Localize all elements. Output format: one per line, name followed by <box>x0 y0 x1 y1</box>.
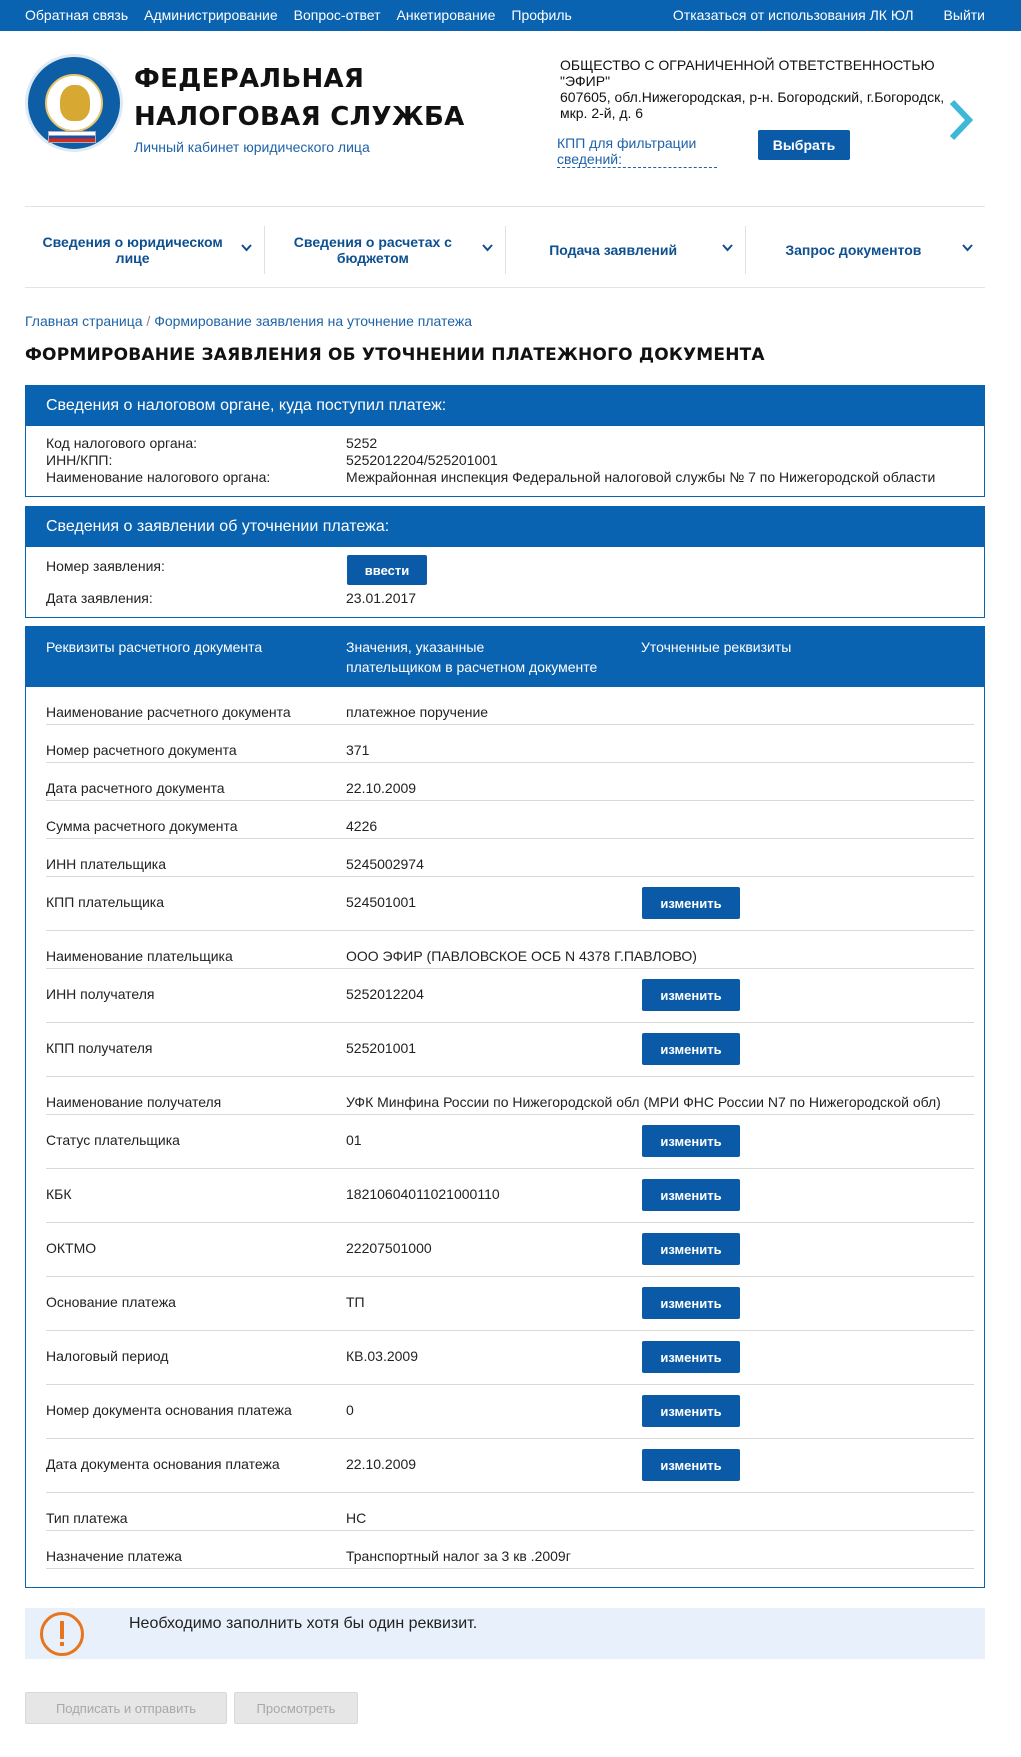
requisite-value: КВ.03.2009 <box>346 1348 418 1364</box>
requisite-label: КПП плательщика <box>46 894 164 910</box>
requisite-label: ИНН получателя <box>46 986 155 1002</box>
requisite-value: НС <box>346 1510 367 1526</box>
requisite-row <box>46 969 974 1023</box>
administration-link[interactable]: Администрирование <box>144 7 278 23</box>
brand-title <box>134 60 465 136</box>
change-button[interactable]: изменить <box>642 1179 740 1211</box>
tax-office-panel <box>25 385 985 497</box>
top-bar <box>0 0 1021 31</box>
requisite-value: 18210604011021000110 <box>346 1186 500 1202</box>
tax-office-code-value: 5252 <box>346 435 378 451</box>
requisite-row <box>46 1023 974 1077</box>
requisite-row <box>46 1531 974 1569</box>
organization-name: ОБЩЕСТВО С ОГРАНИЧЕННОЙ ОТВЕТСТВЕННОСТЬЮ "ЭФИР" <box>560 57 935 89</box>
select-button[interactable]: Выбрать <box>758 130 850 160</box>
chevron-down-icon <box>482 244 493 252</box>
requisite-value: ООО ЭФИР (ПАВЛОВСКОЕ ОСБ N 4378 Г.ПАВЛОВО) <box>346 948 697 964</box>
eagle-icon <box>60 85 90 121</box>
requisite-value: 5245002974 <box>346 856 424 872</box>
requisite-label: Номер расчетного документа <box>46 742 237 758</box>
requisite-row <box>46 725 974 763</box>
profile-link[interactable]: Профиль <box>511 7 572 23</box>
organization-info <box>560 57 960 121</box>
application-panel <box>25 506 985 618</box>
col-payer-values: Значения, указанные плательщиком в расчетном документе <box>346 639 598 675</box>
tax-office-code-label: Код налогового органа: <box>46 435 198 451</box>
chevron-down-icon <box>962 244 973 252</box>
requisite-value: 4226 <box>346 818 378 834</box>
requisite-value: 22207501000 <box>346 1240 432 1256</box>
requisite-value: УФК Минфина России по Нижегородской обл (МРИ ФНС России N7 по Нижегородской обл) <box>346 1094 941 1110</box>
requisite-value: 22.10.2009 <box>346 1456 417 1472</box>
requisite-label: ОКТМО <box>46 1240 97 1256</box>
requisite-row <box>46 877 974 931</box>
requisite-label: ИНН плательщика <box>46 856 166 872</box>
chevron-down-icon <box>722 244 733 252</box>
logo-emblem <box>45 74 103 132</box>
requisite-label: Тип платежа <box>46 1510 128 1526</box>
kpp-filter-link[interactable]: КПП для фильтрации сведений: <box>557 135 717 168</box>
nav-budget-settlements[interactable]: Сведения о расчетах с бюджетом <box>265 226 505 274</box>
requisite-label: Наименование получателя <box>46 1094 222 1110</box>
col-refined-requisites: Уточненные реквизиты <box>641 639 792 655</box>
feedback-link[interactable]: Обратная связь <box>25 7 129 23</box>
requisite-label: Основание платежа <box>46 1294 176 1310</box>
requisite-value: платежное поручение <box>346 704 489 720</box>
requisite-row <box>46 839 974 877</box>
page-title: ФОРМИРОВАНИЕ ЗАЯВЛЕНИЯ ОБ УТОЧНЕНИИ ПЛАТЕЖНОГО ДОКУМЕНТА <box>25 345 765 365</box>
requisite-value: 01 <box>346 1132 362 1148</box>
requisite-value: 0 <box>346 1402 354 1418</box>
logout-link[interactable]: Выйти <box>943 7 985 23</box>
requisite-row <box>46 763 974 801</box>
requisites-panel <box>25 626 985 1588</box>
notice-text: Необходимо заполнить хотя бы один реквизит. <box>129 1615 478 1632</box>
requisite-row <box>46 687 974 725</box>
enter-number-button[interactable]: ввести <box>347 555 427 585</box>
brand-line-1: ФЕДЕРАЛЬНАЯ <box>134 64 365 94</box>
requisite-row <box>46 1493 974 1531</box>
requisite-value: 371 <box>346 742 370 758</box>
divider <box>25 206 985 207</box>
tax-office-name-value: Межрайонная инспекция Федеральной налоговой службы № 7 по Нижегородской области <box>346 469 936 485</box>
application-heading: Сведения о заявлении об уточнении платежа: <box>26 507 984 547</box>
requisite-label: Номер документа основания платежа <box>46 1402 292 1418</box>
divider <box>25 287 985 288</box>
chevron-right-icon[interactable] <box>945 98 975 142</box>
inn-kpp-label: ИНН/КПП: <box>46 452 113 468</box>
tax-office-name-label: Наименование налогового органа: <box>46 469 271 485</box>
requisite-label: Сумма расчетного документа <box>46 818 238 834</box>
requisite-row <box>46 1331 974 1385</box>
requisite-value: 5252012204 <box>346 986 424 1002</box>
survey-link[interactable]: Анкетирование <box>396 7 496 23</box>
change-button[interactable]: изменить <box>642 887 740 919</box>
requisite-row <box>46 1223 974 1277</box>
application-date-label: Дата заявления: <box>46 590 153 606</box>
change-button[interactable]: изменить <box>642 1287 740 1319</box>
col-requisites: Реквизиты расчетного документа <box>46 639 263 655</box>
application-number-label: Номер заявления: <box>46 558 165 574</box>
requisite-row <box>46 1169 974 1223</box>
requisite-value: 525201001 <box>346 1040 417 1056</box>
requisite-label: Налоговый период <box>46 1348 169 1364</box>
requisite-label: Дата расчетного документа <box>46 780 225 796</box>
opt-out-link[interactable]: Отказаться от использования ЛК ЮЛ <box>672 7 914 23</box>
inn-kpp-value: 5252012204/525201001 <box>346 452 498 468</box>
nav-submit-applications[interactable]: Подача заявлений <box>506 226 746 274</box>
breadcrumb-separator: / <box>146 313 151 329</box>
faq-link[interactable]: Вопрос-ответ <box>293 7 381 23</box>
requisite-label: Наименование расчетного документа <box>46 704 291 720</box>
fns-logo[interactable] <box>25 54 123 152</box>
application-date-value: 23.01.2017 <box>346 590 417 606</box>
requisite-row <box>46 1439 974 1493</box>
change-button[interactable]: изменить <box>642 1341 740 1373</box>
requisite-label: Дата документа основания платежа <box>46 1456 280 1472</box>
requisite-row <box>46 1277 974 1331</box>
chevron-down-icon <box>241 244 252 252</box>
requisite-row <box>46 801 974 839</box>
change-button[interactable]: изменить <box>642 1033 740 1065</box>
breadcrumb-current[interactable]: Формирование заявления на уточнение платежа <box>154 313 473 329</box>
requisite-value: 22.10.2009 <box>346 780 417 796</box>
requisite-row <box>46 1115 974 1169</box>
requisite-label: Статус плательщика <box>46 1132 180 1148</box>
requisite-value: 524501001 <box>346 894 417 910</box>
flag-icon <box>48 131 96 143</box>
organization-address: 607605, обл.Нижегородская, р-н. Богородский, г.Богородск, мкр. 2-й, д. 6 <box>560 89 945 121</box>
requisite-value: ТП <box>346 1294 365 1310</box>
breadcrumb <box>25 313 472 329</box>
sign-and-send-button[interactable]: Подписать и отправить <box>25 1692 227 1724</box>
requisite-row <box>46 931 974 969</box>
requisite-label: Назначение платежа <box>46 1548 182 1564</box>
change-button[interactable]: изменить <box>642 1233 740 1265</box>
brand-line-2: НАЛОГОВАЯ СЛУЖБА <box>134 102 465 132</box>
nav-legal-entity-info[interactable]: Сведения о юридическом лице <box>25 226 265 274</box>
exclamation-icon <box>39 1611 85 1657</box>
tax-office-heading: Сведения о налоговом органе, куда поступил платеж: <box>26 386 984 426</box>
brand-subtitle: Личный кабинет юридического лица <box>134 139 370 155</box>
requisite-label: КБК <box>46 1186 72 1202</box>
change-button[interactable]: изменить <box>642 1395 740 1427</box>
change-button[interactable]: изменить <box>642 1449 740 1481</box>
requisites-header <box>26 627 984 687</box>
main-nav <box>25 226 985 274</box>
warning-notice <box>25 1608 985 1659</box>
requisite-row <box>46 1077 974 1115</box>
requisite-label: Наименование плательщика <box>46 948 233 964</box>
requisite-value: Транспортный налог за 3 кв .2009г <box>346 1548 571 1564</box>
requisite-label: КПП получателя <box>46 1040 153 1056</box>
breadcrumb-home[interactable]: Главная страница <box>25 313 143 329</box>
change-button[interactable]: изменить <box>642 1125 740 1157</box>
preview-button[interactable]: Просмотреть <box>234 1692 358 1724</box>
nav-request-documents[interactable]: Запрос документов <box>746 226 985 274</box>
requisite-row <box>46 1385 974 1439</box>
change-button[interactable]: изменить <box>642 979 740 1011</box>
